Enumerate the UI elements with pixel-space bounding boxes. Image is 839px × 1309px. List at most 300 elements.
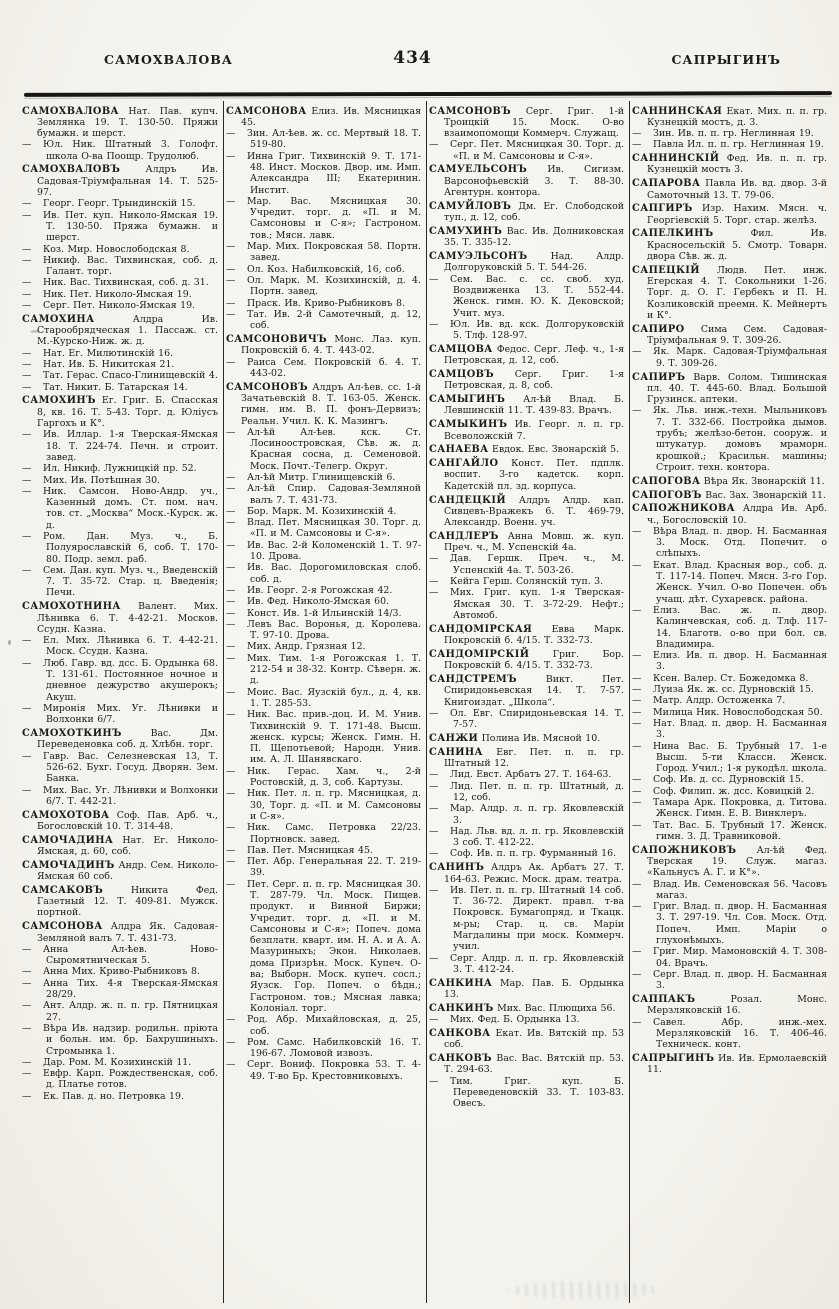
directory-entry: САМОХВАЛОВА Нат. Пав. купч. Землянка 19. Т. 130-50. Пряжи бумажн. и шерст. <box>22 105 218 140</box>
entry-surname: САПОЖНИКОВЪ <box>632 844 737 856</box>
directory-entry: — Род. Абр. Михайловская, д. 25, соб. <box>226 1014 421 1037</box>
ditto-dash: — <box>632 650 642 662</box>
entry-surname: САМУЕЛЬСОНЪ <box>429 164 528 176</box>
ditto-dash: — <box>22 277 32 289</box>
ditto-dash: — <box>22 564 32 576</box>
directory-entry: — Сем. Вас. с. сс. своб. худ. Воздвиженка 13. Т. 552-44. Женск. гимн. Ю. К. Дековской; Учит. муз. <box>429 273 624 319</box>
entry-surname: САМОХОТНИНА <box>22 601 121 613</box>
ditto-dash: — <box>226 765 236 777</box>
directory-entry: САМЦОВА Федос. Серг. Леф. ч., 1-я Петровская, д. 12, соб. <box>429 343 624 367</box>
entry-surname: САМОХВАЛОВА <box>22 105 119 117</box>
directory-entry: САМУЕЛЬСОНЪ Ив. Сигизм. Варсонофьевскій 3. Т. 88-30. Агентурн. контора. <box>429 164 624 199</box>
entry-surname: САМСОНОВЪ <box>226 381 308 393</box>
directory-entry: САНДОМІРСКІЙ Григ. Бор. Покровскій б. 4/15. Т. 332-73. <box>429 648 624 672</box>
directory-entry: — Кейга Герш. Солянскій туп. 3. <box>429 576 604 588</box>
directory-entry: — Пет. Серг. п. п. гр. Мясницкая 30. Т. 287-79. Чл. Моск. Пищев. продукт. и Винной Биржи; Учредит. торг. д. «П. и М. Самсоновы и С-я»; Попеч. дома безплатн. кварт. им. Н. А. и А. А. Мазуриныхъ; Экон. Николаев. дома Призрѣн. Моск. Купеч. О-ва; Выборн. Моск. купеч. сосл.; Яузск. Гор. Попеч. о бѣдн.; Гастроном. тов.; Мясная лавка; Колоніал. торг. <box>226 878 421 1014</box>
directory-entry: — Левъ Вас. Воронья, д. Королева. Т. 97-10. Дрова. <box>226 618 421 642</box>
directory-entry: — Серг. Алдр. л. п. гр. Яковлевскій 3. Т. 412-24. <box>429 952 624 975</box>
ditto-dash: — <box>22 198 32 210</box>
ditto-dash: — <box>226 652 236 664</box>
ditto-dash: — <box>22 657 32 669</box>
directory-entry: САПОГОВЪ Вас. Зах. Звонарскій 11. <box>632 489 826 501</box>
directory-entry: САПАРОВА Павла Ив. вд. двор. 3-й Самоточный 13. Т. 79-06. <box>632 178 827 201</box>
entry-surname: САНДЕЦКІЙ <box>429 494 507 506</box>
directory-entry: САННИНСКАЯ Екат. Мих. п. п. гр. Кузнецкій мостъ, д. 3. <box>632 105 827 128</box>
column-1 <box>20 101 223 1303</box>
directory-entry: — Над. Льв. вд. л. п. гр. Яковлевскій 3 соб. Т. 412-22. <box>429 825 624 849</box>
directory-entry: — Никиф. Вас. Тихвинская, соб. д. Галант. торг. <box>22 254 218 278</box>
directory-entry: САПРЫГИНЪ Ив. Ив. Ермолаевскій 11. <box>632 1053 827 1076</box>
directory-entry: — Матр. Алдр. Остоженка 7. <box>632 695 786 707</box>
ditto-dash: — <box>632 878 642 890</box>
directory-entry: САМОХИНЪ Ег. Григ. Б. Спасская 8, кв. 16. Т. 5-43. Торг. д. Юліусъ Гаргохъ и К°. <box>22 395 218 430</box>
ditto-dash: — <box>22 966 32 978</box>
ditto-dash: — <box>429 780 439 792</box>
directory-entry: — Серг. Пет. Мясницкая 30. Торг. д. «П. и М. Самсоновы и С-я». <box>429 139 624 162</box>
directory-entry: — Соф. Ив. п. п. гр. Фурманный 16. <box>429 848 617 860</box>
entry-surname: САМЫГИНЪ <box>429 394 506 406</box>
ditto-dash: — <box>632 525 642 537</box>
directory-entry: САНДЕЦКІЙ Алдръ Алдр. кап. Сивцевъ-Вражекъ 6. Т. 469-79. Александр. Военн. уч. <box>429 494 624 529</box>
entry-surname: САПИРЪ <box>632 371 686 383</box>
directory-entry: — Юл. Ив. вд. кск. Долгоруковскій 5. Тлф. 128-97. <box>429 318 624 342</box>
directory-entry: САНКОВА Екат. Ив. Вятскій пр. 53 соб. <box>429 1027 624 1051</box>
directory-entry: — Анна Мих. Криво-Рыбниковъ 8. <box>22 966 200 978</box>
entry-surname: САМСОНОВЪ <box>429 105 511 117</box>
ditto-dash: — <box>22 750 32 762</box>
directory-entry: САПОГОВА Вѣра Як. Звонарскій 11. <box>632 475 825 487</box>
ditto-dash: — <box>429 848 439 860</box>
ditto-dash: — <box>429 707 439 719</box>
directory-entry: — Соф. Ив. д. сс. Дурновскій 15. <box>632 774 804 786</box>
ditto-dash: — <box>22 370 32 382</box>
ditto-dash: — <box>632 405 642 417</box>
directory-entry: — Савел. Абр. инж.-мех. Мерзляковскій 16. Т. 406-46. Техническ. конт. <box>632 1016 827 1051</box>
directory-entry: — Зин. Ив. п. п. гр. Неглинная 19. <box>632 128 814 140</box>
entry-surname: САМОЧАДИНА <box>22 834 114 846</box>
header-rule <box>24 91 832 97</box>
ditto-dash: — <box>22 347 32 359</box>
ditto-dash: — <box>226 596 236 608</box>
ditto-dash: — <box>632 1016 642 1028</box>
directory-entry: — Анна Ал-ѣев. Ново-Сыромятническая 5. <box>22 943 218 967</box>
directory-entry: — Елиз. Ив. п. двор. Н. Басманная 3. <box>632 650 827 673</box>
directory-entry: — Нина Вас. Б. Трубный 17. 1-е Высш. 5-ти Классн. Женск. Город. Учил.; 1-я рукодѣл. школа. <box>632 740 827 775</box>
ditto-dash: — <box>22 1090 32 1102</box>
ditto-dash: — <box>226 483 236 495</box>
directory-entry: — Мих. Вас. Уг. Лѣнивки и Волхонки 6/7. Т. 442-21. <box>22 784 218 807</box>
ditto-dash: — <box>226 1059 236 1071</box>
ditto-dash: — <box>429 139 439 151</box>
column-2 <box>223 101 426 1303</box>
ditto-dash: — <box>632 785 642 797</box>
entry-surname: САПАРОВА <box>632 178 701 190</box>
ditto-dash: — <box>22 1000 32 1012</box>
ditto-dash: — <box>429 803 439 815</box>
directory-entry: — Миронія Мих. Уг. Лѣнивки и Волхонки 6/7. <box>22 702 218 726</box>
directory-entry: САННИНСКІЙ Фед. Ив. п. п. гр. Кузнецкій мостъ 3. <box>632 153 827 176</box>
directory-entry: САМУЙЛОВЪ Дм. Ег. Слободской туп., д. 12, соб. <box>429 200 624 224</box>
directory-entry: — Дав. Гершк. Преч. ч., М. Успенскій 4а. Т. 503-26. <box>429 553 624 576</box>
entry-surname: САПЕЦКІЙ <box>632 264 700 276</box>
directory-entry: — Влад. Ив. Семеновская 56. Часовъ магаз. <box>632 878 827 901</box>
ditto-dash: — <box>429 553 439 565</box>
directory-entry: — Тим. Григ. куп. Б. Переведеновскій 33. Т. 103-83. Овесъ. <box>429 1075 624 1110</box>
ditto-dash: — <box>22 209 32 221</box>
directory-entry: — Анна Тих. 4-я Тверская-Ямская 28/29. <box>22 977 218 1001</box>
ditto-dash: — <box>632 797 642 809</box>
directory-entry: САНКИНА Мар. Пав. Б. Ордынка 13. <box>429 977 624 1000</box>
ditto-dash: — <box>226 472 236 483</box>
ditto-dash: — <box>226 788 236 800</box>
entry-surname: САНДЛЕРЪ <box>429 530 499 542</box>
directory-entry: САПИРО Сима Сем. Садовая-Тріумфальная 9. Т. 309-26. <box>632 323 827 347</box>
ditto-dash: — <box>226 195 236 207</box>
directory-entry: САПЕЦКІЙ Людв. Пет. инж. Егерская 4. Т. Сокольники 1-26. Торг. д. О. Г. Гербекъ и П. Н. Козликовскій преемн. К. Мейнертъ и К°. <box>632 264 827 322</box>
entry-surname: САМОХИНЪ <box>22 395 96 407</box>
entry-surname: САМОХОТОВА <box>22 809 110 821</box>
ditto-dash: — <box>226 584 236 596</box>
directory-entry: САМЫКИНЪ Ив. Георг. л. п. гр. Всеволожскій 7. <box>429 419 624 442</box>
entry-surname: САМСОНОВА <box>22 921 103 933</box>
ditto-dash: — <box>226 150 236 162</box>
directory-entry: САМОЧАДИНЪ Андр. Сем. Николо-Ямская 60 соб. <box>22 859 218 883</box>
directory-entry: — Нат. Ив. Б. Никитская 21. <box>22 359 175 371</box>
entry-surname: САНКИНЪ <box>429 1002 494 1014</box>
ditto-dash: — <box>632 740 642 752</box>
directory-entry: — Тат. Вас. Б. Трубный 17. Женск. гимн. З. Д. Травниковой. <box>632 819 827 842</box>
entry-surname: САМЫКИНЪ <box>429 419 508 431</box>
ditto-dash: — <box>22 288 32 300</box>
directory-entry: — Инна Григ. Тихвинскій 9. Т. 171-48. Инст. Москов. Двор. им. Имп. Александра III; Екатеринин. Инстит. <box>226 150 421 196</box>
ditto-dash: — <box>22 474 32 486</box>
directory-entry: — Ник. Вас. Тихвинская, соб. д. 31. <box>22 277 209 289</box>
entry-surname: САНИНА <box>429 746 483 758</box>
directory-entry: — Ром. Дан. Муз. ч., Б. Полуярославскій 6, соб. Т. 170-80. Подр. земл. раб. <box>22 530 218 565</box>
ditto-dash: — <box>226 607 236 619</box>
ditto-dash: — <box>22 1022 32 1034</box>
ditto-dash: — <box>22 1068 32 1080</box>
ditto-dash: — <box>22 977 32 989</box>
ditto-dash: — <box>22 530 32 542</box>
entry-surname: САМОХИНА <box>22 313 95 325</box>
directory-entry: — Сем. Дан. куп. Муз. ч., Введенскій 7. Т. 35-72. Стар. ц. Введенія; Печи. <box>22 564 218 599</box>
ditto-dash: — <box>429 576 439 588</box>
entry-surname: САМЦОВА <box>429 343 493 355</box>
ditto-dash: — <box>226 1036 236 1048</box>
entry-surname: САНЖИ <box>429 732 479 744</box>
directory-entry: — Ил. Никиф. Лужницкій пр. 52. <box>22 463 197 475</box>
running-head <box>0 48 839 74</box>
ditto-dash: — <box>226 517 236 529</box>
directory-entry: — Ром. Самс. Набилковскій 16. Т. 196-67. Ломовой извозъ. <box>226 1036 421 1060</box>
ditto-dash: — <box>226 856 236 868</box>
directory-entry: — Тат. Никит. Б. Татарская 14. <box>22 381 188 393</box>
directory-entry: — Мар. Алдр. л. п. гр. Яковлевскій 3. <box>429 803 624 826</box>
ditto-dash: — <box>632 968 642 980</box>
entry-surname: САНКИНА <box>429 977 493 989</box>
ditto-dash: — <box>226 562 236 574</box>
directory-entry: САНКОВЪ Вас. Вас. Вятскій пр. 53. Т. 294-63. <box>429 1052 624 1076</box>
directory-entry: — Ив. Фед. Николо-Ямская 60. <box>226 596 390 608</box>
directory-entry: — Вѣра Ив. надзир. родильн. пріюта и больн. им. бр. Бахрушиныхъ. Стромынка 1. <box>22 1022 218 1057</box>
ditto-dash: — <box>226 241 236 253</box>
ditto-dash: — <box>22 381 32 393</box>
directory-entry: — Ант. Алдр. ж. п. п. гр. Пятницкая 27. <box>22 1000 218 1023</box>
ditto-dash: — <box>429 884 439 896</box>
ditto-dash: — <box>429 1014 439 1026</box>
directory-entry: САМСОНОВЪ Серг. Григ. 1-й Троицкій 15. Моск. О-во взаимопомощи Коммерч. Служащ. <box>429 105 624 140</box>
directory-entry: — Ел. Мих. Лѣнивка 6. Т. 4-42-21. Моск. Ссудн. Казна. <box>22 635 218 658</box>
directory-entry: САМОХИНА Алдра Ив. Старообрядческая 1. Пассаж. ст. М.-Курско-Ниж. ж. д. <box>22 313 218 348</box>
ditto-dash: — <box>632 128 642 140</box>
directory-entry: — Мих. Тим. 1-я Рогожская 1. Т. 212-54 и 38-32. Контр. Сѣверн. ж. д. <box>226 652 421 687</box>
directory-entry: САМОХВАЛОВЪ Алдръ Ив. Садовая-Тріумфальная 14. Т. 525-97. <box>22 164 218 199</box>
directory-entry: — Пав. Пет. Мясницкая 45. <box>226 844 373 856</box>
directory-entry: — Григ. Влад. п. двор. Н. Басманная 3. Т. 297-19. Чл. Сов. Моск. Отд. Попеч. Имп. Маріи о глухонѣмыхъ. <box>632 901 827 947</box>
directory-entry: — Ал-ѣй Спир. Садовая-Земляной валъ 7. Т. 431-73. <box>226 483 421 506</box>
page-number: 434 <box>393 48 432 68</box>
directory-entry: САМСОНОВА Алдра Як. Садовая-Земляной валъ 7. Т. 431-73. <box>22 921 218 944</box>
directory-columns <box>20 101 832 1303</box>
directory-entry: — Ив. Пет. куп. Николо-Ямская 19. Т. 130-50. Пряжа бумажн. и шерст. <box>22 209 218 244</box>
ditto-dash: — <box>226 641 236 653</box>
ditto-dash: — <box>226 297 236 309</box>
directory-entry: САППАКЪ Розал. Монс. Мерзляковскій 16. <box>632 994 827 1017</box>
directory-entry: — Екат. Влад. Красныя вор., соб. д. Т. 117-14. Попеч. Мясн. 3-го Гор. Женск. Учил. О-во Попечен. объ учащ. дѣт. Сухаревск. района. <box>632 559 827 605</box>
entry-surname: САНАЕВА <box>429 444 489 456</box>
directory-entry: — Бор. Марк. М. Козихинскій 4. <box>226 505 397 517</box>
directory-entry: САНАЕВА Евдок. Евс. Звонарскій 5. <box>429 444 620 456</box>
directory-entry: САМОЧАДИНА Нат. Ег. Николо-Ямская, д. 60, соб. <box>22 834 218 857</box>
entry-surname: САНДОМІРСКАЯ <box>429 623 533 635</box>
entry-surname: САПГИРЪ <box>632 203 693 215</box>
directory-entry: — Коз. Мир. Новослободская 8. <box>22 243 190 255</box>
ditto-dash: — <box>429 587 439 599</box>
directory-entry: САМОХОТОВА Соф. Пав. Арб. ч., Богословскій 10. Т. 314-48. <box>22 809 218 832</box>
directory-entry: — Нат. Влад. п. двор. Н. Басманная 3. <box>632 717 827 741</box>
ditto-dash: — <box>226 844 236 856</box>
ditto-dash: — <box>226 686 236 698</box>
directory-entry: — Ксен. Валер. Ст. Божедомка 8. <box>632 672 809 684</box>
directory-entry: — Як. Льв. инж.-техн. Мыльниковъ 7. Т. 332-66. Постройка дымов. трубъ; желѣзо-бетон. сооруж. и штукатур. домовъ мраморн. крошкой.; Красильн. машины; Строит. техн. контора. <box>632 405 827 473</box>
print-speck <box>8 640 11 645</box>
directory-entry: — Лид. Евст. Арбатъ 27. Т. 164-63. <box>429 769 612 781</box>
running-head-left: САМОХВАЛОВА <box>104 52 233 67</box>
ditto-dash: — <box>429 273 439 285</box>
directory-entry: — Евфр. Карп. Рождественская, соб. д. Платье готов. <box>22 1068 218 1091</box>
ditto-dash: — <box>429 1075 439 1087</box>
directory-entry: — Зин. Ал-ѣев. ж. сс. Мертвый 18. Т. 519-80. <box>226 128 421 151</box>
directory-entry: — Ник. Герас. Хам. ч., 2-й Ростовскій, д. 3, соб. Картузы. <box>226 765 421 789</box>
entry-surname: САМОХОТКИНЪ <box>22 728 122 740</box>
ditto-dash: — <box>632 901 642 913</box>
ditto-dash: — <box>22 1056 32 1068</box>
entry-surname: САПИРО <box>632 323 685 335</box>
directory-entry: САМЫГИНЪ Ал-ѣй Влад. Б. Левшинскій 11. Т. 439-83. Врачъ. <box>429 394 624 417</box>
ditto-dash: — <box>429 318 439 330</box>
directory-entry: САМЦОВЪ Серг. Григ. 1-я Петровская, д. 8, соб. <box>429 369 624 392</box>
ditto-dash: — <box>226 822 236 834</box>
directory-entry: САМСАКОВЪ Никита Фед. Газетный 12. Т. 409-81. Мужск. портной. <box>22 884 218 919</box>
ditto-dash: — <box>226 505 236 517</box>
ditto-dash: — <box>226 709 236 721</box>
directory-entry: — Мих. Ив. Потѣшная 30. <box>22 474 161 486</box>
entry-surname: САМСАКОВЪ <box>22 884 104 896</box>
directory-entry: — Луиза Як. ж. сс. Дурновскій 15. <box>632 684 814 696</box>
directory-entry: — Нат. Ег. Милютинскій 16. <box>22 347 174 359</box>
directory-entry: САНКИНЪ Мих. Вас. Плющиха 56. <box>429 1002 616 1014</box>
directory-entry: — Ник. Самсон. Ново-Андр. уч., Казенный домъ. Ст. пом. нач. тов. ст. „Москва“ Моск.-Курск. ж. д. <box>22 485 218 531</box>
directory-entry: — Ник. Вас. прив.-доц. И. М. Унив. Тихвинскій 9. Т. 171-48. Высш. женск. курсы; Женск. Гимн. Н. П. Щепотьевой; Народн. Унив. им. А. Л. Шанявскаго. <box>226 709 421 766</box>
entry-surname: САППАКЪ <box>632 994 696 1006</box>
entry-surname: САМСОНОВИЧЪ <box>226 333 327 345</box>
entry-surname: САНКОВА <box>429 1027 491 1039</box>
directory-entry: САМОХОТКИНЪ Вас. Дм. Переведеновка соб. д. Хлѣбн. торг. <box>22 728 218 751</box>
directory-entry: — Тат. Ив. 2-й Самотечный, д. 12, соб. <box>226 308 421 332</box>
directory-entry: — Елиз. Вас. ж. п. двор. Калинчевская, соб. д. Тлф. 117-14. Благотв. о-во при бол. св. Владимира. <box>632 604 827 650</box>
entry-surname: САМОЧАДИНЪ <box>22 859 115 871</box>
directory-entry: САНГАЙЛО Конст. Пет. пдплк. воспит. 3-го кадетск. корп. Кадетскій пл. зд. корпуса. <box>429 458 624 492</box>
entry-surname: САНДСТРЕМЪ <box>429 673 517 685</box>
directory-entry: САНДОМІРСКАЯ Евва Марк. Покровскій б. 4/15. Т. 332-73. <box>429 623 624 647</box>
directory-entry: — Вѣра Влад. п. двор. Н. Басманная 3. Моск. Отд. Попечит. о слѣпыхъ. <box>632 525 827 560</box>
entry-surname: САМУЙЛОВЪ <box>429 200 512 212</box>
directory-entry: — Мих. Фед. Б. Ордынка 13. <box>429 1014 580 1026</box>
column-3 <box>426 101 629 1303</box>
directory-entry: — Ив. Пет. п. п. гр. Штатный 14 соб. Т. 36-72. Директ. правл. т-ва Покровск. Бумагопряд. и Ткацк. м-ры; Стар. ц. св. Маріи Магдалины при моск. Коммерч. учил. <box>429 884 624 953</box>
directory-entry: — Гавр. Вас. Селезневская 13, Т. 526-62. Бухг. Госуд. Дворян. Зем. Банка. <box>22 750 218 785</box>
ditto-dash: — <box>22 635 32 647</box>
ditto-dash: — <box>226 1014 236 1026</box>
column-4 <box>629 101 832 1303</box>
ditto-dash: — <box>429 825 439 837</box>
directory-entry: САНЖИ Полина Ив. Мясной 10. <box>429 732 601 744</box>
ditto-dash: — <box>632 706 642 718</box>
entry-surname: САПОГОВЪ <box>632 489 702 501</box>
directory-entry: — Мих. Григ. куп. 1-я Тверская-Ямская 30. Т. 3-72-29. Нефт.; Автомоб. <box>429 587 624 621</box>
directory-entry: — Тамара Арк. Покровка, д. Титова. Женск. Гимн. Е. В. Винклеръ. <box>632 797 827 820</box>
directory-entry: САПОЖНИКОВА Алдра Ив. Арб. ч., Богословскій 10. <box>632 503 827 526</box>
ditto-dash: — <box>22 429 32 441</box>
directory-entry: — Мар. Мих. Покровская 58. Портн. завед. <box>226 241 421 264</box>
ditto-dash: — <box>226 539 236 551</box>
ditto-dash: — <box>632 684 642 696</box>
ditto-dash: — <box>429 769 439 781</box>
entry-surname: САННИНСКАЯ <box>632 105 723 117</box>
ditto-dash: — <box>632 819 642 831</box>
directory-entry: — Ив. Вас. Дорогомиловская слоб. соб. д. <box>226 562 421 585</box>
directory-entry: — Ник. Пет. л. п. гр. Мясницкая, д. 30, Торг. д. «П. и М. Самсоновы и С-я». <box>226 788 421 822</box>
entry-surname: САПОЖНИКОВА <box>632 503 736 515</box>
directory-entry: — Тат. Герас. Спасо-Глинищевскій 4. <box>22 370 218 382</box>
directory-entry: — Пет. Абр. Генеральная 22. Т. 219-39. <box>226 856 421 879</box>
directory-entry: — Дар. Ром. М. Козихинскій 11. <box>22 1056 192 1068</box>
ditto-dash: — <box>22 784 32 796</box>
directory-entry: — Юл. Ник. Штатный 3. Голофт. школа О-ва Поощр. Трудолюб. <box>22 139 218 162</box>
directory-entry: — Ив. Вас. 2-й Коломенскій 1. Т. 97-10. Дрова. <box>226 539 421 563</box>
directory-entry: — Мих. Андр. Грязная 12. <box>226 641 366 653</box>
directory-entry: — Соф. Филип. ж. дсс. Ковицкій 2. <box>632 785 815 797</box>
directory-entry: — Ник. Пет. Николо-Ямская 19. <box>22 288 192 300</box>
entry-surname: САМУЭЛЬСОНЪ <box>429 251 528 263</box>
directory-entry: САМСОНОВИЧЪ Монс. Лаз. куп. Покровскій б. 4. Т. 443-02. <box>226 333 421 357</box>
directory-entry: — Ив. Георг. 2-я Рогожская 42. <box>226 584 393 596</box>
directory-entry: — Ал-ѣй Ал-ѣев. кск. Ст. Лосиноостровская, Сѣв. ж. д. Красная сосна, д. Семеновой. Моск. Почт.-Телегр. Округ. <box>226 426 421 472</box>
directory-entry: — Милица Ник. Новослободская 50. <box>632 706 823 718</box>
ditto-dash: — <box>632 139 642 151</box>
directory-entry: — Моис. Вас. Яузскій бул., д. 4, кв. 1. Т. 285-53. <box>226 686 421 709</box>
ditto-dash: — <box>632 672 642 684</box>
print-speck <box>30 330 40 333</box>
directory-entry: — Ол. Евг. Спиридоньевская 14. Т. 7-57. <box>429 707 624 731</box>
ditto-dash: — <box>22 463 32 475</box>
ditto-dash: — <box>22 243 32 255</box>
directory-entry: САПЕЛКИНЪ Фил. Ив. Красносельскій 5. Смотр. Товарн. двора Сѣв. ж. д. <box>632 228 827 263</box>
directory-entry: — Ал-ѣй Митр. Глинищевскій 6. <box>226 472 396 483</box>
ditto-dash: — <box>632 559 642 571</box>
directory-entry: САМУХИНЪ Вас. Ив. Долниковская 35. Т. 335-12. <box>429 225 624 249</box>
entry-surname: САНКОВЪ <box>429 1052 492 1064</box>
directory-entry: САНИНЪ Алдръ Ак. Арбатъ 27. Т. 164-63. Режис. Моск. драм. театра. <box>429 862 624 885</box>
ditto-dash: — <box>632 946 642 958</box>
ditto-dash: — <box>226 308 236 320</box>
ditto-dash: — <box>22 485 32 497</box>
ditto-dash: — <box>22 254 32 266</box>
ditto-dash: — <box>632 695 642 707</box>
directory-entry: САПГИРЪ Изр. Нахим. Мясн. ч. Георгіевскій 5. Торг. стар. желѣз. <box>632 203 827 226</box>
ditto-dash: — <box>22 300 32 312</box>
directory-entry: — Ив. Иллар. 1-я Тверская-Ямская 18. Т. 224-74. Печн. и строит. завед. <box>22 429 218 463</box>
entry-surname: САМЦОВЪ <box>429 369 495 381</box>
directory-entry: САНДЛЕРЪ Анна Мовш. ж. куп. Преч. ч., М. Успенскій 4а. <box>429 530 624 554</box>
directory-entry: — Праск. Ив. Криво-Рыбниковъ 8. <box>226 297 405 309</box>
entry-surname: САНДОМІРСКІЙ <box>429 648 530 660</box>
directory-entry: — Конст. Ив. 1-й Ильинскій 14/3. <box>226 607 402 619</box>
directory-entry: — Лид. Пет. п. п. гр. Штатный, д. 12, соб. <box>429 780 624 803</box>
ditto-dash: — <box>632 346 642 358</box>
directory-entry: — Ек. Пав. д. но. Петровка 19. <box>22 1090 184 1102</box>
ditto-dash: — <box>632 774 642 786</box>
entry-surname: САМУХИНЪ <box>429 225 503 237</box>
directory-entry: САМСОНОВА Елиз. Ив. Мясницкая 45. <box>226 105 421 128</box>
directory-entry: САПИРЪ Варв. Солом. Тишинская пл. 40. Т. 445-60. Влад. Большой Грузинск. аптеки. <box>632 371 827 406</box>
directory-entry: — Григ. Мир. Мамоновскій 4. Т. 308-04. Врачъ. <box>632 946 827 969</box>
ditto-dash: — <box>22 943 32 955</box>
entry-surname: САПРЫГИНЪ <box>632 1053 715 1065</box>
entry-surname: САНИНЪ <box>429 862 485 874</box>
ditto-dash: — <box>226 878 236 890</box>
ditto-dash: — <box>22 359 32 371</box>
ink-smudge <box>508 1281 658 1299</box>
entry-surname: САПЕЛКИНЪ <box>632 228 714 240</box>
ditto-dash: — <box>632 717 642 729</box>
ditto-dash: — <box>226 618 236 630</box>
entry-surname: САННИНСКІЙ <box>632 153 720 165</box>
directory-entry: САНИНА Евг. Пет. п. п. гр. Штатный 12. <box>429 746 624 770</box>
ditto-dash: — <box>429 952 439 964</box>
ditto-dash: — <box>226 128 236 140</box>
entry-surname: САМСОНОВА <box>226 105 307 117</box>
entry-surname: САПОГОВА <box>632 475 701 487</box>
ditto-dash: — <box>632 604 642 616</box>
ditto-dash: — <box>226 274 236 286</box>
entry-surname: САМОХВАЛОВЪ <box>22 164 121 176</box>
directory-entry: — Раиса Сем. Покровскій б. 4. Т. 443-02. <box>226 356 421 379</box>
directory-entry: — Влад. Пет. Мясницкая 30. Торг. д. «П. и М. Самсоновы и С-я». <box>226 517 421 540</box>
directory-entry: — Мар. Вас. Мясницкая 30. Учредит. торг. д. «П. и М. Самсоновы и С-я»; Гастроном. тов.; Мясн. лавк. <box>226 195 421 241</box>
directory-entry: — Як. Марк. Садовая-Тріумфальная 9. Т. 309-26. <box>632 346 827 369</box>
